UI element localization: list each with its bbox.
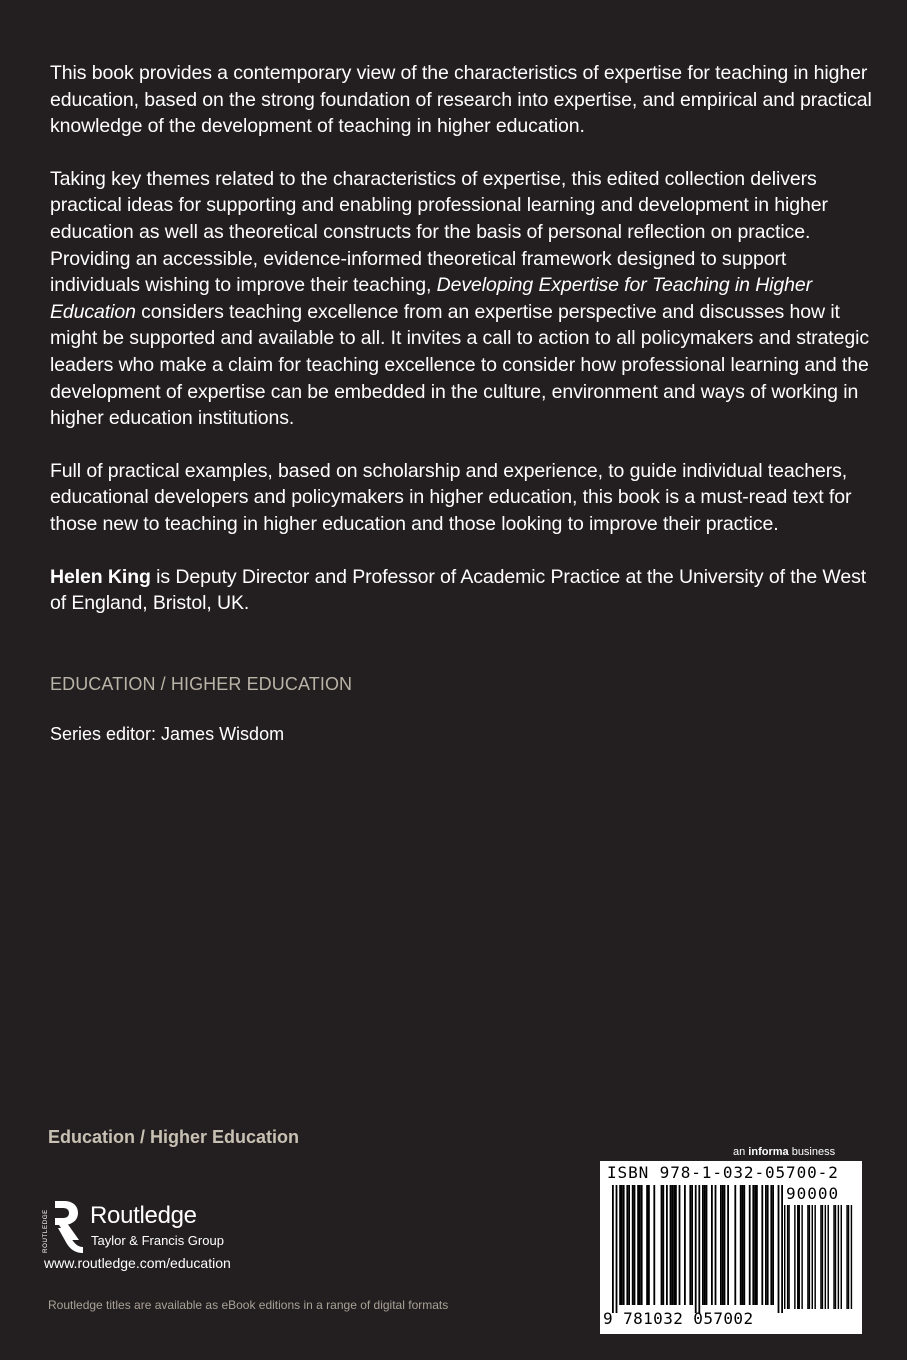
isbn-number: ISBN 978-1-032-05700-2 — [607, 1163, 839, 1182]
informa-prefix: an — [733, 1146, 749, 1158]
barcode-bar — [835, 1205, 836, 1309]
informa-brand: informa — [748, 1146, 789, 1158]
barcode-bar — [634, 1185, 636, 1305]
barcode-bar — [754, 1185, 756, 1305]
informa-business-tag — [733, 1146, 835, 1158]
barcode-bar — [743, 1185, 745, 1305]
barcode-bar — [814, 1205, 815, 1309]
barcode-bar — [788, 1205, 789, 1309]
barcode-bar — [662, 1185, 664, 1305]
ean-digits: 9 781032 057002 — [603, 1309, 754, 1328]
barcode-bar — [673, 1185, 675, 1305]
barcode-bar — [715, 1185, 717, 1305]
barcode-bar — [653, 1185, 655, 1305]
barcode-bar — [648, 1185, 650, 1305]
barcode-bar — [684, 1185, 686, 1305]
barcode-bar — [767, 1185, 769, 1305]
barcode-bar — [711, 1185, 713, 1305]
barcode-bar — [833, 1205, 834, 1309]
barcode-bar — [689, 1185, 691, 1305]
barcode-bar — [632, 1185, 634, 1305]
barcode-bar — [807, 1205, 808, 1309]
barcode-bar — [734, 1185, 736, 1305]
series-editor: Series editor: James Wisdom — [50, 724, 285, 744]
routledge-vertical-wordmark: ROUTLEDGE — [42, 1209, 49, 1253]
barcode-bar — [740, 1185, 742, 1305]
subject-category: EDUCATION / HIGHER EDUCATION — [50, 674, 353, 694]
routledge-logo — [38, 1200, 298, 1256]
ebook-note: Routledge titles are available as eBook editions in a range of digital formats — [48, 1298, 449, 1312]
barcode-bar — [801, 1205, 802, 1309]
barcode-bar — [724, 1185, 726, 1305]
barcode-bar — [799, 1205, 800, 1309]
barcode-bar — [797, 1205, 798, 1309]
publisher-url[interactable]: www.routledge.com/education — [44, 1255, 231, 1271]
barcode-bar — [623, 1185, 625, 1305]
barcode-bar — [794, 1205, 795, 1309]
barcode-bar — [752, 1185, 754, 1305]
barcode-bar — [787, 1205, 788, 1309]
barcode-bar — [679, 1185, 681, 1305]
barcode-bar — [761, 1185, 763, 1305]
barcode-bar — [848, 1205, 849, 1309]
barcode-bar — [695, 1185, 697, 1313]
blurb-paragraph-3: Full of practical examples, based on scholarship and experience, to guide individual teachers, educational developers and policymakers in higher education, this book is a must-read text for those new to teaching in higher education and those looking to improve their practice. — [50, 459, 852, 535]
barcode-bar — [661, 1185, 663, 1305]
barcode-bar — [722, 1185, 724, 1305]
author-bio — [50, 564, 880, 617]
barcode-addon-number: 90000 — [786, 1184, 840, 1203]
subject-footer: Education / Higher Education — [48, 1127, 300, 1147]
barcode-bar — [781, 1185, 783, 1313]
informa-suffix: business — [788, 1146, 836, 1158]
isbn-barcode — [600, 1161, 862, 1334]
book-title-italic: Developing Expertise for Teaching in Higher Education — [50, 274, 813, 323]
barcode-bar — [671, 1185, 673, 1305]
publisher-name: Routledge — [90, 1202, 197, 1229]
barcode-bar — [841, 1205, 842, 1309]
barcode-bar — [628, 1185, 630, 1305]
barcode-bar — [812, 1205, 813, 1309]
barcode-bar — [639, 1185, 641, 1305]
barcode-bar — [720, 1185, 722, 1305]
author-name: Helen King — [50, 565, 151, 588]
barcode-bar — [749, 1185, 751, 1305]
barcode-bar — [778, 1185, 780, 1313]
barcode-bar — [822, 1205, 823, 1309]
barcode-bar — [838, 1205, 839, 1309]
barcode-bar — [612, 1185, 614, 1313]
barcode-bar — [765, 1185, 767, 1305]
barcode-bar — [772, 1185, 774, 1305]
publisher-group: Taylor & Francis Group — [91, 1233, 224, 1248]
routledge-r-icon — [38, 1200, 84, 1254]
barcode-bar — [698, 1185, 700, 1313]
barcode-bar — [742, 1185, 744, 1305]
barcode-bar — [637, 1185, 639, 1305]
barcode-bar — [846, 1205, 847, 1309]
barcode-bar — [784, 1205, 785, 1309]
barcode-bar — [809, 1205, 810, 1309]
barcode-bar — [646, 1185, 648, 1305]
barcode-bar — [828, 1205, 829, 1309]
barcode-bar — [756, 1185, 758, 1305]
barcode-bar — [704, 1185, 706, 1305]
blurb-paragraph-2 — [50, 166, 880, 432]
author-description: is Deputy Director and Professor of Academic Practice at the University of the West of England, Bristol, UK. — [50, 565, 867, 615]
barcode-bar — [727, 1185, 729, 1305]
blurb-paragraph-2-intro: Taking key themes related to the characteristics of expertise, this edited collection delivers practical ideas for supporting and enabling professional learning and development in higher education as well as theoretical constructs for the basis of personal reflection on practice. Providing an accessible, evidence-informed theoretical framework designed to support individuals wishing to improve their teaching, — [50, 167, 828, 297]
barcode-bar — [706, 1185, 708, 1305]
blurb-paragraph-2-rest: considers teaching excellence from an expertise perspective and discusses how it might be supported and available to all. It invites a call to action to all policymakers and strategic leaders who make a claim for teaching excellence to consider how professional learning and the development of expertise can be embedded in the culture, environment and ways of working in higher education institutions. — [50, 300, 869, 430]
barcode-bar — [616, 1185, 618, 1313]
barcode-bar — [666, 1185, 668, 1305]
barcode-bar — [770, 1185, 772, 1305]
barcode-bar — [641, 1185, 643, 1305]
barcode-bar — [670, 1185, 672, 1305]
barcode-bar — [626, 1185, 628, 1305]
barcode-bar — [702, 1185, 704, 1305]
barcode-bar — [675, 1185, 677, 1305]
back-cover-blurb — [50, 60, 880, 641]
barcode-bar — [825, 1205, 826, 1309]
barcode-bar — [619, 1185, 621, 1305]
blurb-paragraph-1: This book provides a contemporary view of the characteristics of expertise for teaching in higher education, based on the strong foundation of research into expertise, and empirical and practical knowledge of the development of teaching in higher education. — [50, 62, 872, 138]
barcode-bar — [691, 1185, 693, 1305]
barcode-bar — [621, 1185, 623, 1305]
barcode-bar — [820, 1205, 821, 1309]
barcode-bar — [851, 1205, 852, 1309]
